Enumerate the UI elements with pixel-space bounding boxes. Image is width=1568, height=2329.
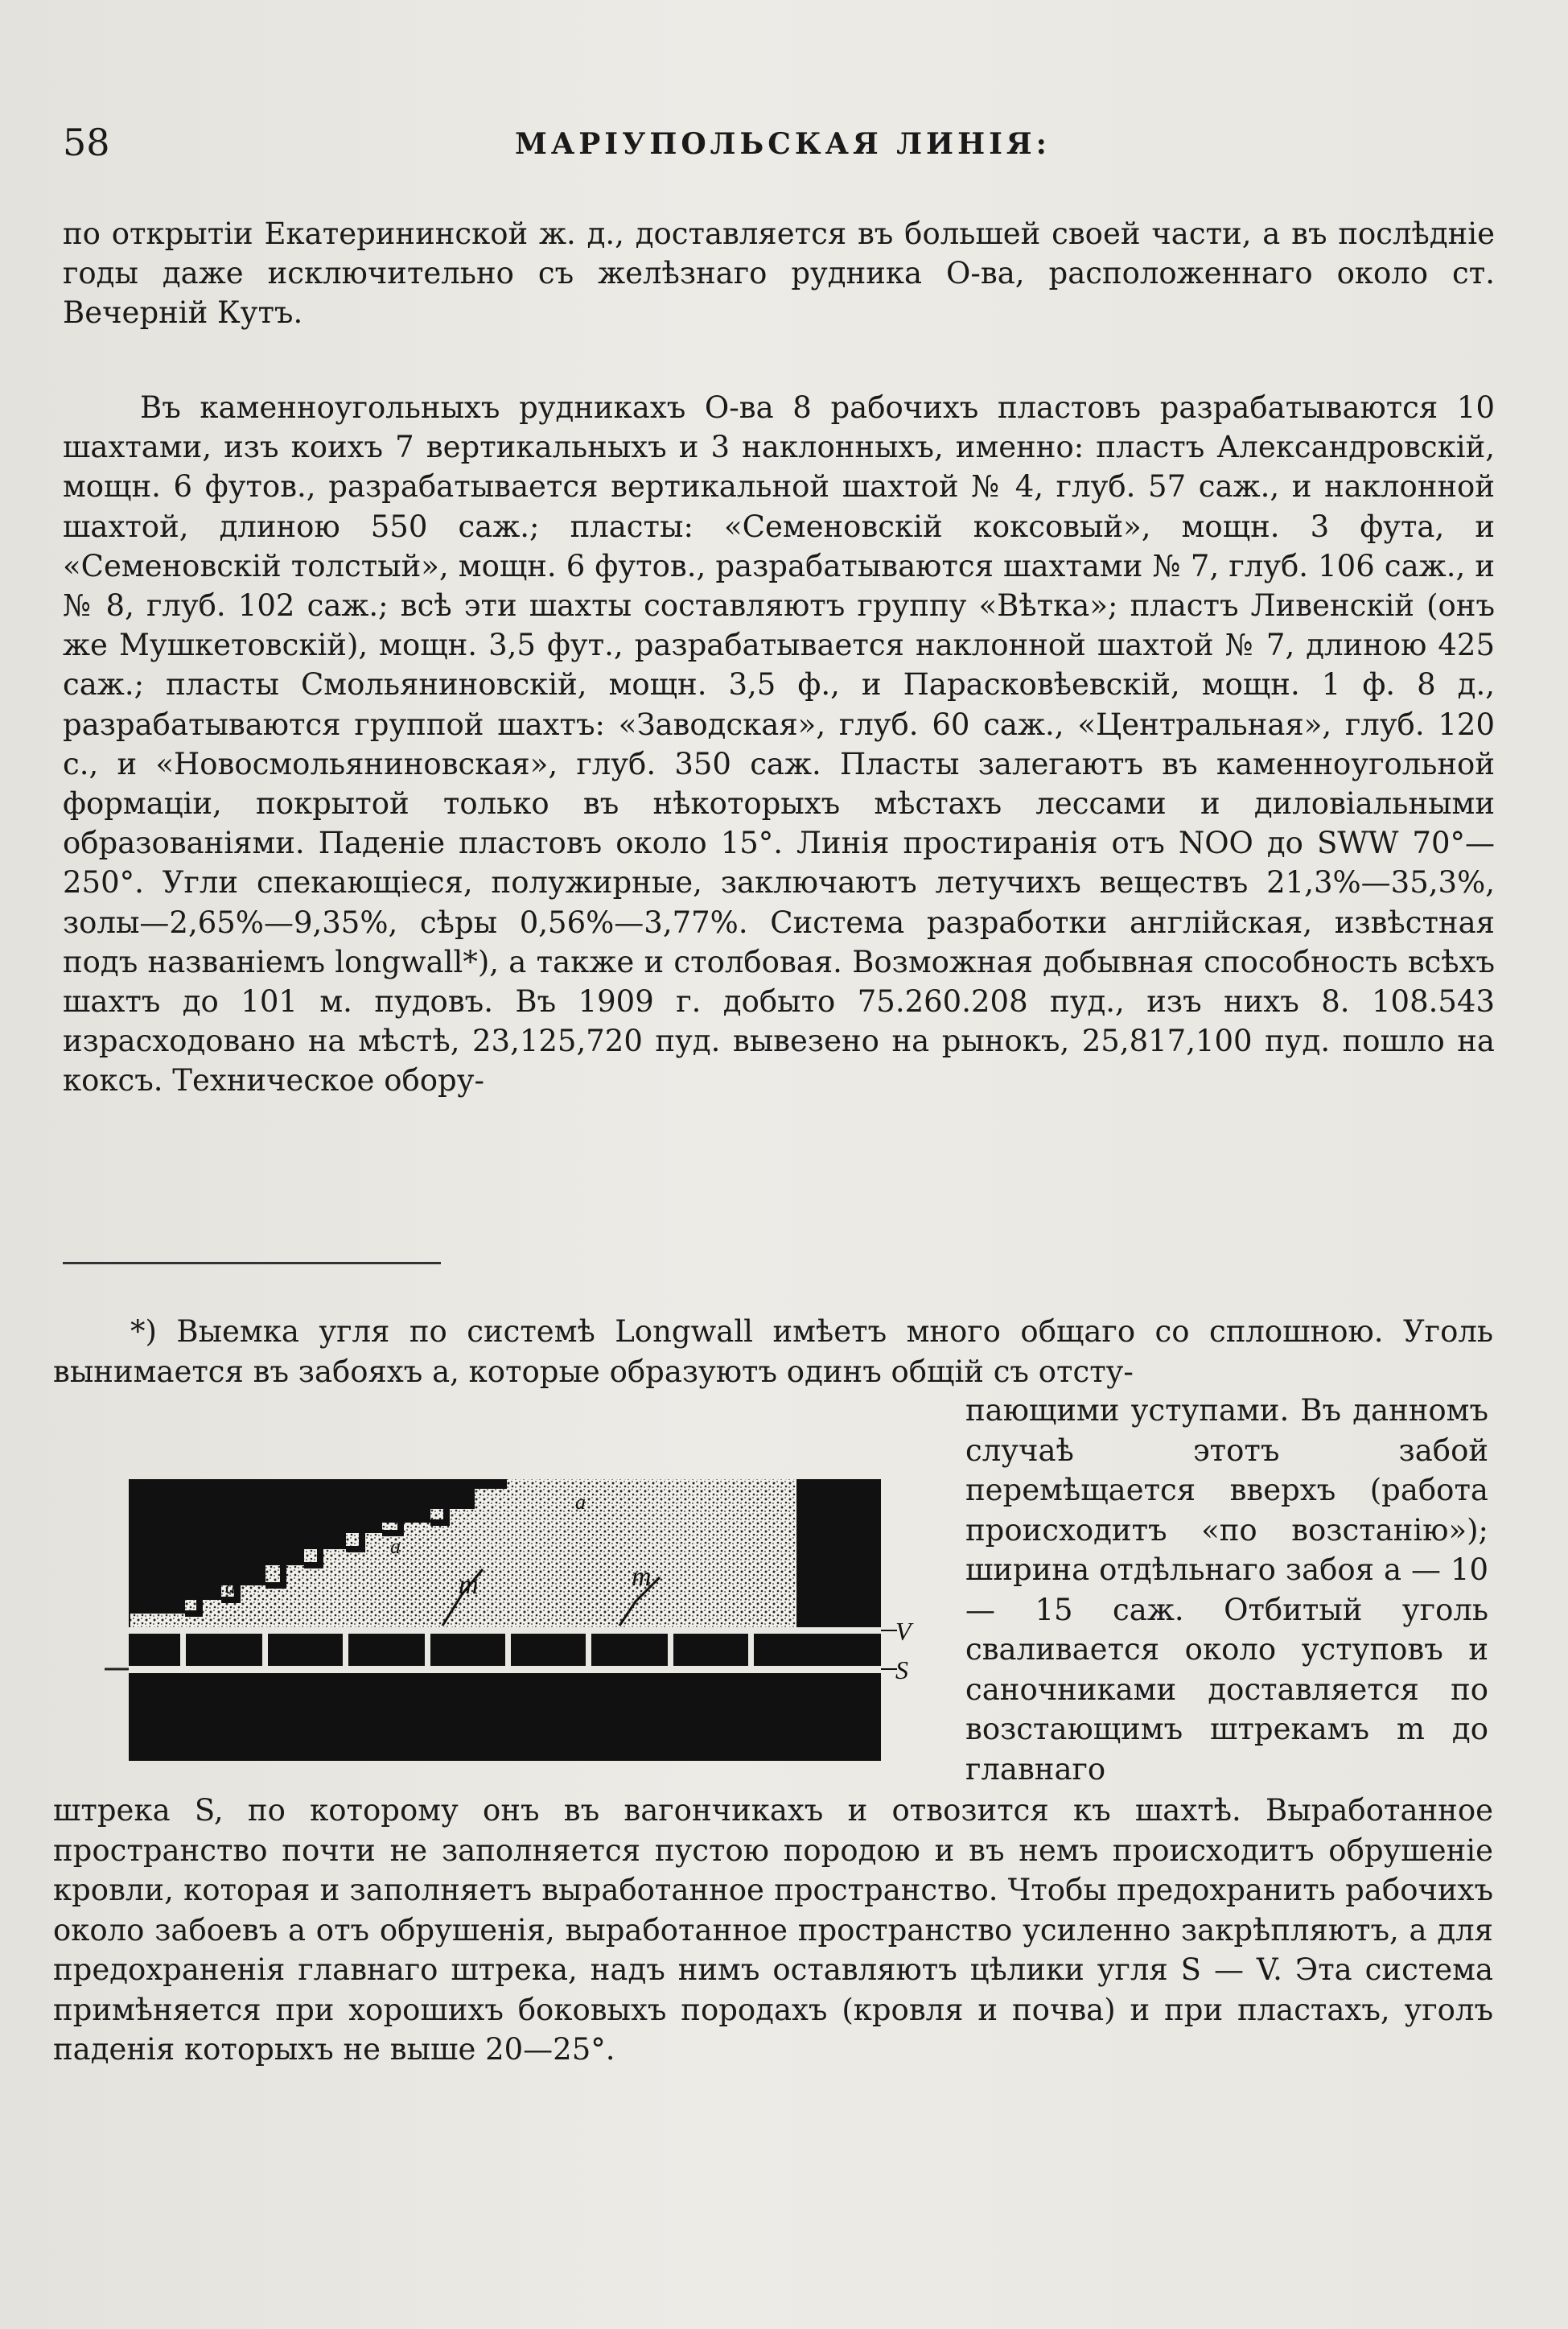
label-a-1: a: [225, 1575, 236, 1598]
longwall-diagram: [105, 1473, 917, 1779]
footnote-side-text: пающими уступами. Въ данномъ случаѣ этотъ забой перемѣщается вверхъ (работа происходитъ «по возстанію»); ширина отдѣльнаго забоя а — 10 — 15 саж. Отбитый уголь сваливается около уступовъ и саночниками доставляется по возстающимъ штрекамъ m до главнаго: [965, 1393, 1488, 1787]
footnote-bottom-text: штрека S, по которому онъ въ вагончикахъ и отвозится къ шахтѣ. Выработанное пространство почти не заполняется пустою породою и въ немъ происходитъ обрушеніе кровли, которая и заполняетъ выработанное пространство. Чтобы предохранить рабочихъ около забоевъ a отъ обрушенія, выработанное пространство усиленно закрѣпляютъ, а для предохраненія главнаго штрека, надъ нимъ оставляютъ цѣлики угля S — V. Эта система примѣняется при хорошихъ боковыхъ породахъ (кровля и почва) и при пластахъ, уголъ паденія которыхъ не выше 20—25°.: [53, 1793, 1493, 2067]
paragraph-2: [63, 388, 1495, 1101]
label-m-1: m: [459, 1570, 479, 1600]
longwall-diagram-svg: [105, 1473, 917, 1779]
label-a-3: a: [575, 1490, 586, 1514]
upper-band: [129, 1627, 881, 1634]
paragraph-1: [63, 214, 1495, 333]
footnote-side-column: [965, 1391, 1488, 1789]
label-s: S: [895, 1655, 908, 1684]
page-header: [63, 121, 1503, 169]
running-title: МАРІУПОЛЬСКАЯ ЛИНІЯ:: [515, 127, 1051, 161]
footnote-intro-text: *) Выемка угля по системѣ Longwall имѣетъ много общаго со сплошною. Уголь вынимается въ забояхъ a, которые образуютъ одинъ общій съ отсту-: [53, 1314, 1493, 1389]
coal-block-right: [796, 1479, 881, 1627]
paragraph-text: Въ каменноугольныхъ рудникахъ О-ва 8 рабочихъ пластовъ разрабатываются 10 шахтами, изъ коихъ 7 вертикальныхъ и 3 наклонныхъ, именно: пластъ Александровскій, мощн. 6 футов., разрабатывается вертикальной шахтой № 4, глуб. 57 саж., и наклонной шахтой, длиною 550 саж.; пласты: «Семеновскій коксовый», мощн. 3 фута, и «Семеновскій толстый», мощн. 6 футов., разрабатываются шахтами № 7, глуб. 106 саж., и № 8, глуб. 102 саж.; всѣ эти шахты составляютъ группу «Вѣтка»; пластъ Ливенскій (онъ же Мушкетовскій), мощн. 3,5 фут., разрабатывается наклонной шахтой № 7, длиною 425 саж.; пласты Смольяниновскій, мощн. 3,5 ф., и Парасковѣевскій, мощн. 1 ф. 8 д., разрабатываются группой шахтъ: «Заводская», глуб. 60 саж., «Центральная», глуб. 120 с., и «Новосмольяниновская», глуб. 350 саж. Пласты залегаютъ въ каменноугольной формаціи, покрытой только въ нѣкоторыхъ мѣстахъ лессами и диловіальными образованіями. Паденіе пластовъ около 15°. Линія простиранія отъ NOO до SWW 70°—250°. Угли спекающіеся, полужирные, заключаютъ летучихъ веществъ 21,3%—35,3%, золы—2,65%—9,35%, сѣры 0,56%—3,77%. Система разработки англійская, извѣстная подъ названіемъ longwall*), а также и столбовая. Возможная добывная способность всѣхъ шахтъ до 101 м. пудовъ. Въ 1909 г. добыто 75.260.208 пуд., изъ нихъ 8. 108.543 израсходовано на мѣстѣ, 23,125,720 пуд. вывезено на рынокъ, 25,817,100 пуд. пошло на коксъ. Техническое обору-: [63, 390, 1495, 1099]
footnote-intro: [53, 1312, 1493, 1391]
footnote-rule: [63, 1262, 441, 1264]
label-v: V: [895, 1617, 912, 1646]
label-a-2: a: [390, 1535, 401, 1558]
page-number: 58: [63, 121, 110, 164]
footnote-continuation: [53, 1791, 1493, 2070]
paragraph-text: по открытіи Екатерининской ж. д., доставляется въ большей своей части, а въ послѣдніе годы даже исключительно съ желѣзнаго рудника О-ва, расположеннаго около ст. Вечерній Кутъ.: [63, 216, 1495, 331]
main-drift: [129, 1666, 881, 1673]
label-m-2: m: [632, 1562, 652, 1592]
